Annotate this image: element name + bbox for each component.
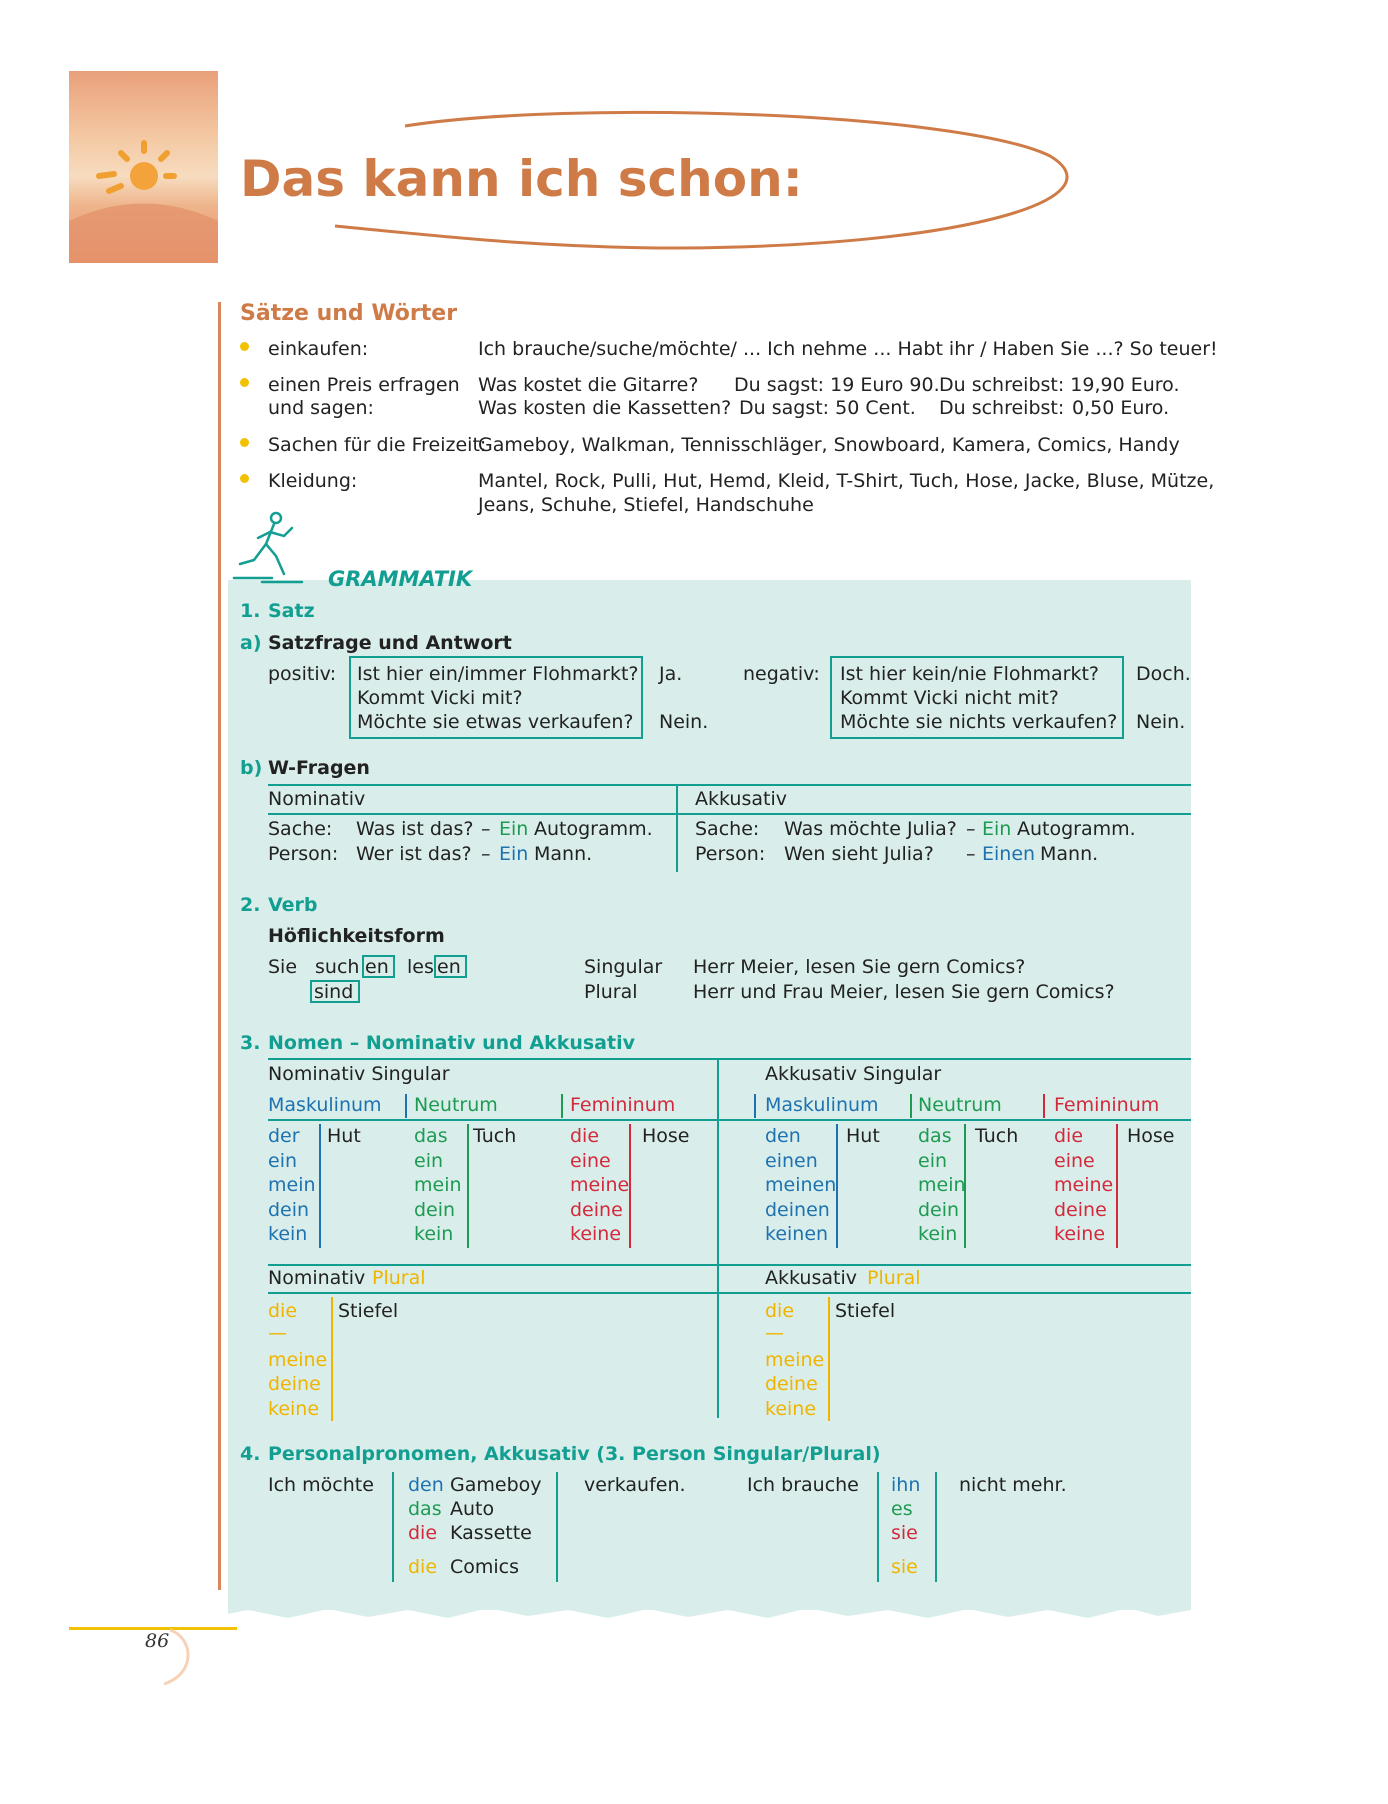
row-label: Sache:	[268, 818, 333, 840]
row-text: Mantel, Rock, Pulli, Hut, Hemd, Kleid, T-Shirt, Tuch, Hose, Jacke, Bluse, Mütze,	[478, 470, 1215, 492]
divider	[1116, 1124, 1118, 1248]
article: kein	[268, 1223, 308, 1245]
divider	[836, 1124, 838, 1248]
page-title: Das kann ich schon:	[240, 150, 803, 208]
noun: Kassette	[450, 1522, 532, 1544]
article: den	[765, 1125, 801, 1147]
row-label: Person:	[268, 843, 339, 865]
article: deine	[570, 1199, 623, 1221]
pronoun: sie	[891, 1556, 918, 1578]
article: mein	[268, 1174, 316, 1196]
article: meinen	[765, 1174, 837, 1196]
row-label: einkaufen:	[268, 338, 369, 360]
gender-header: Maskulinum	[268, 1094, 382, 1116]
question: Wen sieht Julia?	[784, 843, 934, 865]
section-heading: Sätze und Wörter	[240, 301, 458, 326]
positive-label: positiv:	[268, 663, 337, 685]
article: dein	[268, 1199, 310, 1221]
article-dash: —	[765, 1322, 784, 1344]
number-label: Plural	[584, 981, 638, 1003]
question: Ist hier ein/immer Flohmarkt?	[357, 663, 639, 685]
pronoun: ihn	[891, 1474, 921, 1496]
example: Herr und Frau Meier, lesen Sie gern Comics?	[693, 981, 1115, 1003]
noun: Hose	[642, 1125, 690, 1147]
section-number: 1.	[240, 600, 261, 622]
section-title: Personalpronomen, Akkusativ (3. Person Singular/Plural)	[268, 1443, 881, 1465]
bullet-icon	[240, 474, 249, 483]
article: die	[765, 1300, 795, 1322]
article: meine	[570, 1174, 630, 1196]
section-number: 2.	[240, 894, 261, 916]
article: keine	[765, 1398, 817, 1420]
sentence-end: verkaufen.	[584, 1474, 686, 1496]
answer: Doch.	[1136, 663, 1191, 685]
verb-ending: en	[437, 956, 461, 978]
subsection-title: Höflichkeitsform	[268, 925, 445, 947]
column-header-plural: Plural	[372, 1267, 426, 1289]
article: Ein	[982, 818, 1012, 840]
bullet-icon	[240, 438, 249, 447]
article: ein	[414, 1150, 444, 1172]
column-header: Akkusativ Singular	[765, 1063, 942, 1085]
column-header: Akkusativ	[765, 1267, 857, 1289]
answer: Nein.	[659, 711, 709, 733]
subsection-title: W-Fragen	[268, 757, 370, 779]
pronoun: es	[891, 1498, 913, 1520]
pronoun: sie	[891, 1522, 918, 1544]
noun: Comics	[450, 1556, 520, 1578]
verb: sind	[314, 981, 354, 1003]
column-header: Akkusativ	[695, 788, 787, 810]
question: Was ist das?	[356, 818, 474, 840]
noun: Tuch	[975, 1125, 1019, 1147]
article: Einen	[982, 843, 1036, 865]
divider	[319, 1124, 321, 1248]
page-number: 86	[145, 1630, 170, 1652]
column-header: Nominativ Singular	[268, 1063, 450, 1085]
gender-header: Femininum	[1054, 1094, 1160, 1116]
article: kein	[414, 1223, 454, 1245]
article: der	[268, 1125, 300, 1147]
article: deinen	[765, 1199, 830, 1221]
sentence-start: Ich möchte	[268, 1474, 374, 1496]
article: mein	[918, 1174, 966, 1196]
article: ein	[268, 1150, 298, 1172]
answer: Nein.	[1136, 711, 1186, 733]
divider	[268, 813, 1191, 815]
noun: Stiefel	[835, 1300, 896, 1322]
divider	[717, 1058, 719, 1418]
pronoun: Sie	[268, 956, 298, 978]
article: Ein	[499, 818, 529, 840]
column-header: Nominativ	[268, 1267, 366, 1289]
gender-header: Femininum	[570, 1094, 676, 1116]
article: kein	[918, 1223, 958, 1245]
noun: Stiefel	[338, 1300, 399, 1322]
example: Herr Meier, lesen Sie gern Comics?	[693, 956, 1026, 978]
verb-stem: such	[315, 956, 360, 978]
divider	[392, 1472, 394, 1582]
article: einen	[765, 1150, 818, 1172]
divider	[676, 784, 678, 872]
bullet-icon	[240, 378, 249, 387]
answer: Ja.	[659, 663, 683, 685]
article: keine	[268, 1398, 320, 1420]
price-written: Du schreibst: 19,90 Euro.	[939, 374, 1180, 396]
torn-edge	[228, 1598, 1191, 1622]
left-margin-bar	[218, 302, 221, 1590]
article: das	[414, 1125, 448, 1147]
noun: Autogramm.	[1017, 818, 1136, 840]
article: dein	[414, 1199, 456, 1221]
question: Kommt Vicki nicht mit?	[840, 687, 1059, 709]
gender-header: Maskulinum	[765, 1094, 879, 1116]
section-number: 4.	[240, 1443, 261, 1465]
price-question: Was kosten die Kassetten?	[478, 397, 732, 419]
article: die	[268, 1300, 298, 1322]
noun: Autogramm.	[534, 818, 653, 840]
question: Wer ist das?	[356, 843, 472, 865]
bullet-icon	[240, 342, 249, 351]
article: deine	[268, 1373, 321, 1395]
header-sun-image	[69, 71, 218, 263]
sun-icon	[69, 71, 218, 263]
question: Möchte sie etwas verkaufen?	[357, 711, 634, 733]
section-title: Nomen – Nominativ und Akkusativ	[268, 1032, 635, 1054]
price-said: Du sagst: 19 Euro 90.	[734, 374, 940, 396]
dash: –	[966, 843, 976, 865]
row-text: Gameboy, Walkman, Tennisschläger, Snowboard, Kamera, Comics, Handy	[478, 434, 1180, 456]
article: keine	[1054, 1223, 1106, 1245]
article: das	[408, 1498, 442, 1520]
subsection-letter: b)	[240, 757, 263, 779]
question: Ist hier kein/nie Flohmarkt?	[840, 663, 1100, 685]
dash: –	[481, 818, 491, 840]
noun: Mann.	[1040, 843, 1099, 865]
sentence-start: Ich brauche	[747, 1474, 859, 1496]
article: ein	[918, 1150, 948, 1172]
divider	[629, 1124, 631, 1248]
gender-header: Neutrum	[918, 1094, 1002, 1116]
divider	[561, 1094, 563, 1118]
section-number: 3.	[240, 1032, 261, 1054]
row-label: und sagen:	[268, 397, 374, 419]
price-written: Du schreibst:	[939, 397, 1065, 419]
article: keine	[570, 1223, 622, 1245]
negative-label: negativ:	[743, 663, 820, 685]
noun: Hut	[327, 1125, 361, 1147]
noun: Hut	[846, 1125, 880, 1147]
noun: Tuch	[473, 1125, 517, 1147]
verb-stem: les	[407, 956, 434, 978]
noun: Hose	[1127, 1125, 1175, 1147]
article: deine	[1054, 1199, 1107, 1221]
divider	[268, 1292, 1191, 1294]
row-label: Sache:	[695, 818, 760, 840]
noun: Auto	[450, 1498, 495, 1520]
divider	[935, 1472, 937, 1582]
row-label: einen Preis erfragen	[268, 374, 460, 396]
article: die	[1054, 1125, 1084, 1147]
column-header-plural: Plural	[867, 1267, 921, 1289]
article: eine	[1054, 1150, 1095, 1172]
article: die	[408, 1556, 438, 1578]
noun: Gameboy	[450, 1474, 542, 1496]
question: Was möchte Julia?	[784, 818, 957, 840]
article: keinen	[765, 1223, 829, 1245]
article: meine	[1054, 1174, 1114, 1196]
divider	[754, 1094, 756, 1118]
divider	[268, 1058, 1191, 1060]
noun: Mann.	[534, 843, 593, 865]
row-label: Kleidung:	[268, 470, 358, 492]
divider	[405, 1094, 407, 1118]
question: Möchte sie nichts verkaufen?	[840, 711, 1118, 733]
divider	[556, 1472, 558, 1582]
question: Kommt Vicki mit?	[357, 687, 523, 709]
dash: –	[481, 843, 491, 865]
divider	[467, 1124, 469, 1248]
column-header: Nominativ	[268, 788, 366, 810]
section-title: Satz	[268, 600, 315, 622]
divider	[828, 1297, 830, 1421]
divider	[331, 1297, 333, 1421]
price-said: Du sagst: 50 Cent.	[739, 397, 916, 419]
runner-icon	[232, 508, 312, 588]
article: den	[408, 1474, 444, 1496]
divider	[910, 1094, 912, 1118]
article: die	[408, 1522, 438, 1544]
article: mein	[414, 1174, 462, 1196]
number-label: Singular	[584, 956, 663, 978]
article: das	[918, 1125, 952, 1147]
sentence-end: nicht mehr.	[959, 1474, 1067, 1496]
divider	[268, 1264, 1191, 1266]
price-question: Was kostet die Gitarre?	[478, 374, 699, 396]
grammar-heading: GRAMMATIK	[328, 567, 473, 591]
row-label: Person:	[695, 843, 766, 865]
row-text: Jeans, Schuhe, Stiefel, Handschuhe	[478, 494, 814, 516]
dash: –	[966, 818, 976, 840]
section-title: Verb	[268, 894, 318, 916]
verb-ending: en	[365, 956, 389, 978]
article: eine	[570, 1150, 611, 1172]
divider	[268, 1119, 1191, 1121]
divider	[877, 1472, 879, 1582]
subsection-title: Satzfrage und Antwort	[268, 632, 512, 654]
article: dein	[918, 1199, 960, 1221]
row-label: Sachen für die Freizeit:	[268, 434, 487, 456]
row-text: Ich brauche/suche/möchte/ ... Ich nehme ... Habt ihr / Haben Sie ...? So teuer!	[478, 338, 1218, 360]
article: meine	[268, 1349, 328, 1371]
subsection-letter: a)	[240, 632, 262, 654]
divider	[1043, 1094, 1045, 1118]
article: Ein	[499, 843, 529, 865]
article-dash: —	[268, 1322, 287, 1344]
article: deine	[765, 1373, 818, 1395]
gender-header: Neutrum	[414, 1094, 498, 1116]
article: die	[570, 1125, 600, 1147]
price-written-value: 0,50 Euro.	[1072, 397, 1170, 419]
article: meine	[765, 1349, 825, 1371]
divider	[268, 784, 1191, 786]
